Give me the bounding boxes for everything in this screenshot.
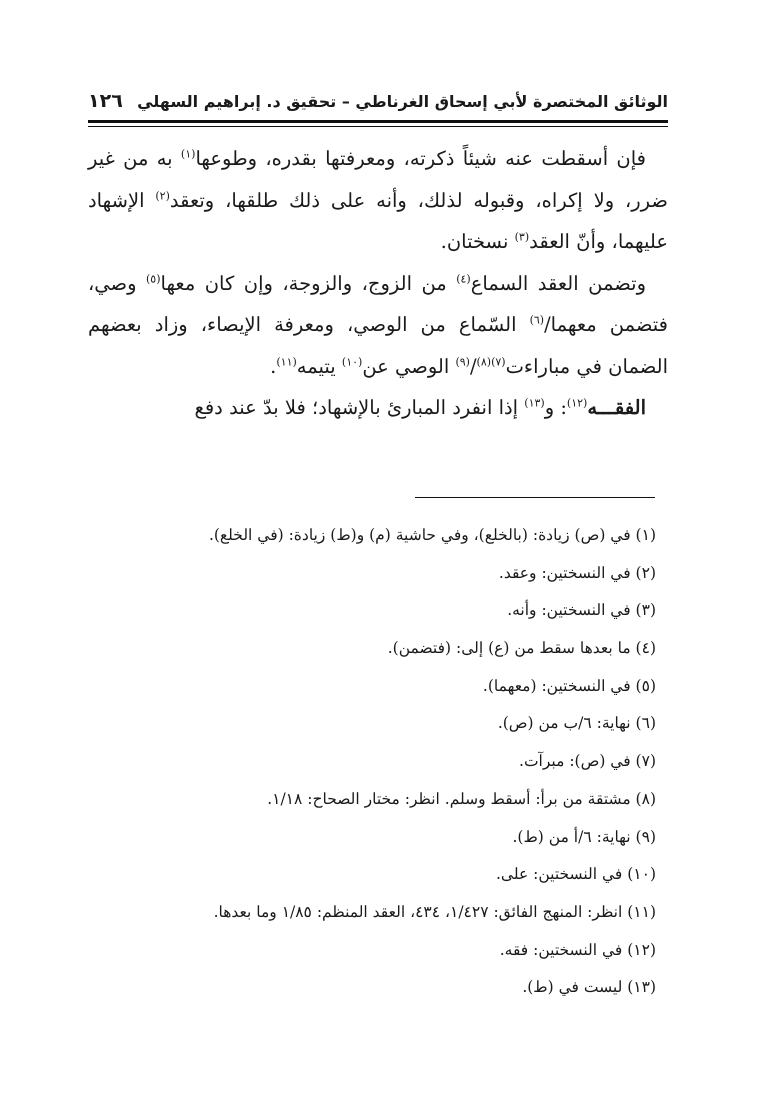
footnote-4: (٤) ما بعدها سقط من (ع) إلى: (فتضمن). [387,639,656,658]
paragraph-3: الفقـــه$^{(١٢)}$: و$^{(١٣)}$ إذا انفرد المبارئ بالإشهاد؛ فلا بدّ عند دفع [194,396,646,419]
header-rule-thick [88,120,668,123]
paragraph-1: فإن أسقطت عنه شيئاً ذكرته، ومعرفتها بقدره، وطوعها$^{(١)}$ به من غير ضرر، ولا إكراه، وقبوله لذلك، وأنه على ذلك طلقها، وتعقد$^{(٢)}$ الإشهاد عليهما، وأنّ العقد$^{(٣)}$ نسختان. [88,147,668,253]
footnote-ref-2: (٢) [155,189,170,202]
footnote-ref-1: (١) [180,147,196,161]
paragraph-2: وتضمن العقد السماع$^{(٤)}$ من الزوج، والزوجة، وإن كان معها$^{(٥)}$ وصي، فتضمن معهما/$^{(٦)}$ السّماع من الوصي، ومعرفة الإيصاء، وزاد بعضهم الضمان في مباراءت$^{(٧)(٨)}$/$^{(٩)}$ الوصي عن$^{(١٠)}$ يتيمه$^{(١١)}$. [88,271,668,378]
footnote-13: (١٣) ليست في (ط). [522,978,656,997]
footnote-7: (٧) في (ص): مبرآت. [519,752,656,771]
section-lead: الفقـــه [587,396,646,419]
footnote-ref-13: (١٣) [524,396,545,410]
footnote-ref-9: (٩) [455,355,470,368]
running-title: الوثائق المختصرة لأبي إسحاق الغرناطي – تحقيق د. إبراهيم السهلي [137,91,668,111]
footnote-ref-6: (٦) [529,313,545,327]
footnote-11: (١١) انظر: المنهج الفائق: ١/٤٢٧، ٤٣٤، العقد المنظم: ١/٨٥ وما بعدها. [213,902,656,921]
footnote-ref-7: (٧) [491,355,506,368]
main-text [88,138,668,429]
footnote-5: (٥) في النسختين: (معهما). [482,676,656,695]
footnote-ref-4: (٤) [456,272,471,285]
footnote-8: (٨) مشتقة من برأ: أسقط وسلم. انظر: مختار الصحاح: ١/١٨. [267,789,656,808]
footnote-ref-12: (١٢) [566,396,588,410]
page-number: ١٢٦ [88,90,123,112]
footnote-12: (١٢) في النسختين: فقه. [499,940,656,959]
footnote-ref-11: (١١) [276,355,297,368]
footnotes [88,517,656,1007]
footnote-10: (١٠) في النسختين: على. [495,865,656,884]
header-rule-thin [88,126,668,127]
footnote-ref-5: (٥) [145,272,161,285]
footnote-ref-8: (٨) [476,355,492,368]
footnote-1: (١) في (ص) زيادة: (بالخلع)، وفي حاشية (م) و(ط) زيادة: (في الخلع). [208,526,656,544]
footnote-9: (٩) نهاية: ٦/أ من (ط). [512,827,656,846]
footnote-separator [415,497,655,498]
footnote-2: (٢) في النسختين: وعقد. [498,563,656,582]
footnote-ref-10: (١٠) [341,355,363,368]
footnote-ref-3: (٣) [514,230,530,244]
footnote-3: (٣) في النسختين: وأنه. [507,601,656,620]
footnote-6: (٦) نهاية: ٦/ب من (ص). [497,714,656,733]
running-header [88,84,668,118]
